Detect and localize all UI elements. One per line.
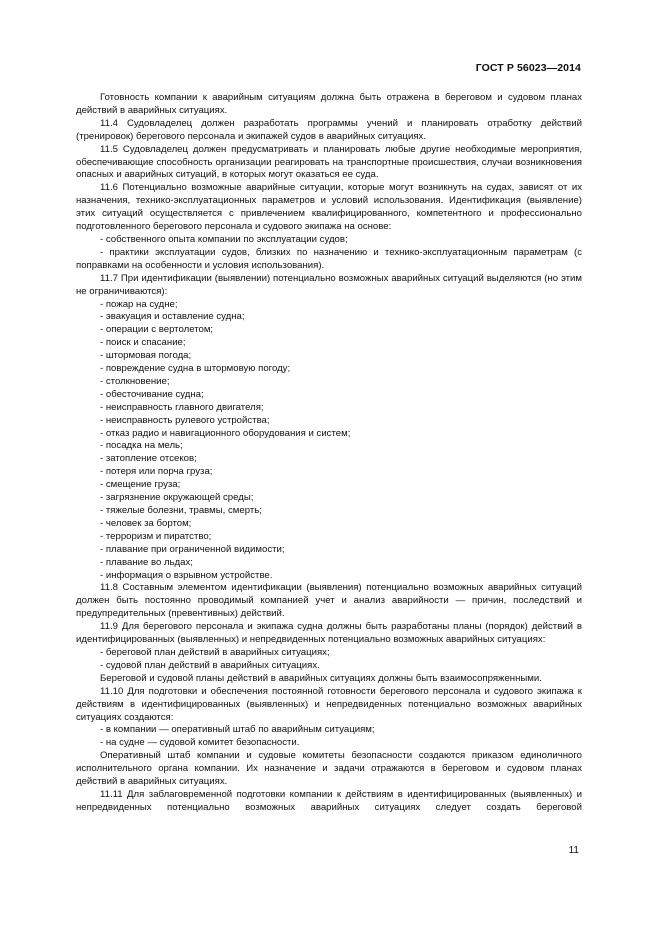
paragraph-11-5: 11.5 Судовладелец должен предусматривать и планировать любые другие необходимые мероприятия, обеспечивающие способность организации реагировать на транспортные происшествия, случаи возникновения опасных и аварийных ситуаций, в которых могут оказаться ее суда. xyxy=(76,143,582,181)
list-item: - смещение груза; xyxy=(100,479,181,491)
list-item: - отказ радио и навигационного оборудования и систем; xyxy=(100,427,351,439)
list-item: - на судне — судовой комитет безопасности. xyxy=(100,737,300,749)
list-item: - неисправность рулевого устройства; xyxy=(100,414,270,426)
list-item: - неисправность главного двигателя; xyxy=(100,401,264,413)
list-item: - повреждение судна в штормовую погоду; xyxy=(100,363,291,375)
list-item: - человек за бортом; xyxy=(100,517,192,529)
list-item: - поиск и спасание; xyxy=(100,337,186,349)
page-number: 11 xyxy=(568,845,579,856)
paragraph-readiness: Готовность компании к аварийным ситуациям должна быть отражена в береговом и судовом планах действий в аварийных ситуациях. xyxy=(76,92,582,116)
list-item: - операции с вертолетом; xyxy=(100,324,214,336)
paragraph-11-4: 11.4 Судовладелец должен разработать программы учений и планировать отработку действий (тренировок) берегового персонала и экипажей судов в аварийных ситуациях. xyxy=(76,117,582,142)
list-item: - практики эксплуатации судов, близких по назначению и технико-эксплуатационным параметрам (с поправками на особенности и условия использования). xyxy=(76,246,582,271)
list-item: - эвакуация и оставление судна; xyxy=(100,311,245,323)
standard-header: ГОСТ Р 56023—2014 xyxy=(475,62,581,74)
paragraph-11-6: 11.6 Потенциально возможные аварийные ситуации, которые могут возникнуть на судах, зависят от их назначения, технико-эксплуатационных параметров и условий использования. Идентификация (выявление) этих ситуаций осуществляется с привлечением квалифицированного, компетентного и профессионально подготовленного берегового персонала и судового экипажа на основе: xyxy=(76,182,582,233)
list-item: - посадка на мель; xyxy=(100,440,183,452)
list-item: - в компании — оперативный штаб по аварийным ситуациям; xyxy=(100,724,375,736)
list-item: - штормовая погода; xyxy=(100,350,192,362)
list-item: - пожар на судне; xyxy=(100,298,178,310)
list-item: - береговой план действий в аварийных ситуациях; xyxy=(100,646,330,658)
paragraph-staff: Оперативный штаб компании и судовые комитеты безопасности создаются приказом единоличного исполнительного органа компании. Их назначение и задачи отражаются в береговом и судовом планах действий в аварийных ситуациях. xyxy=(76,750,582,788)
paragraph-plans-linked: Береговой и судовой планы действий в аварийных ситуациях должны быть взаимосопряженными. xyxy=(100,672,542,684)
list-item: - потеря или порча груза; xyxy=(100,466,213,478)
paragraph-11-9: 11.9 Для берегового персонала и экипажа судна должны быть разработаны планы (порядок) действий в идентифицированных (выявленных) и непредвиденных потенциально возможных аварийных ситуациях: xyxy=(76,621,582,646)
paragraph-11-8: 11.8 Составным элементом идентификации (выявления) потенциально возможных аварийных ситуаций должен быть постоянно проводимый компанией учет и анализ аварийности — причин, последствий и предупредительных (превентивных) действий. xyxy=(76,582,582,620)
list-item: - терроризм и пиратство; xyxy=(100,530,212,542)
list-item: - обесточивание судна; xyxy=(100,388,204,400)
list-item: - судовой план действий в аварийных ситуациях. xyxy=(100,659,320,671)
paragraph-11-7: 11.7 При идентификации (выявлении) потенциально возможных аварийных ситуаций выделяются (но этим не ограничиваются): xyxy=(76,272,582,297)
page-content xyxy=(76,92,582,815)
list-item: - затопление отсеков; xyxy=(100,453,197,465)
list-item: - собственного опыта компании по эксплуатации судов; xyxy=(100,233,348,245)
list-item: - тяжелые болезни, травмы, смерть; xyxy=(100,505,262,516)
list-item: - загрязнение окружающей среды; xyxy=(100,492,254,504)
paragraph-11-11: 11.11 Для заблаговременной подготовки компании к действиям в идентифицированных (выявленных) и непредвиденных потенциально возможных аварийных ситуациях следует создать береговой xyxy=(76,788,582,813)
emergency-list xyxy=(76,299,582,583)
list-item: - плавание при ограниченной видимости; xyxy=(100,543,285,555)
list-item: - информация о взрывном устройстве. xyxy=(100,569,273,581)
list-item: - плавание во льдах; xyxy=(100,556,193,568)
list-item: - столкновение; xyxy=(100,375,170,387)
paragraph-11-10: 11.10 Для подготовки и обеспечения постоянной готовности берегового персонала и судового экипажа к действиям в идентифицированных (выявленных) и непредвиденных потенциально возможных аварийных ситуациях создаются: xyxy=(76,685,582,723)
